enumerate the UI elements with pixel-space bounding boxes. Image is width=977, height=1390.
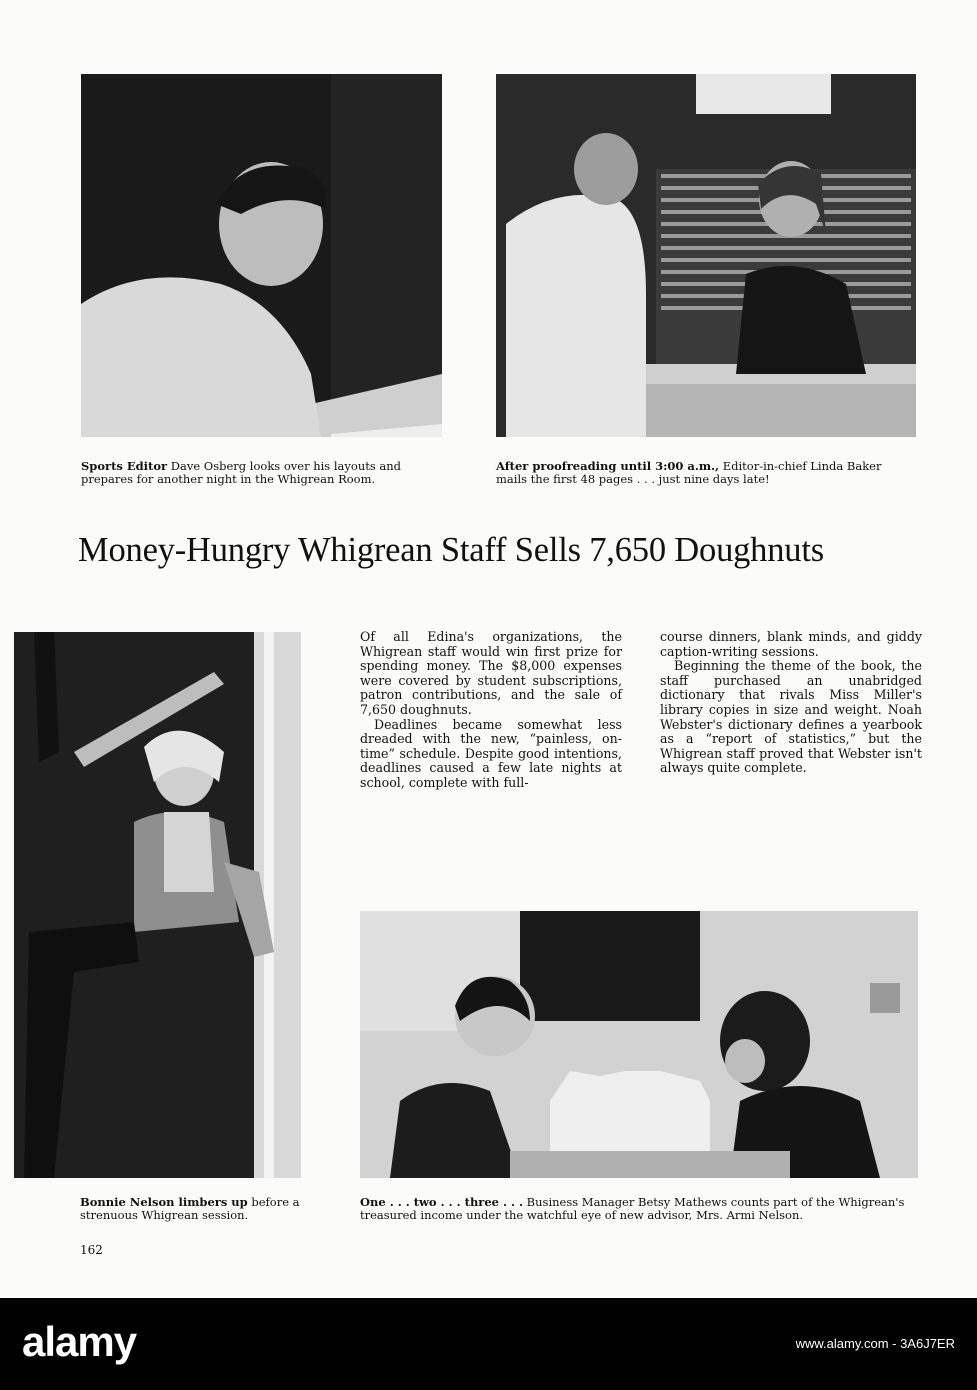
article-paragraph: Of all Edina's organizations, the Whigrean staff would win first prize for spending money. The $8,000 expenses were covered by student subscriptions, patron contributions, and the sale of 7,650 doughnuts. <box>360 629 622 717</box>
caption-bonnie-nelson <box>80 1196 320 1222</box>
page-title: Money-Hungry Whigrean Staff Sells 7,650 Doughnuts <box>78 531 824 569</box>
image-id-text: www.alamy.com - 3A6J7ER <box>795 1336 955 1351</box>
photo-bonnie-nelson <box>14 632 301 1178</box>
article-paragraph: course dinners, blank minds, and giddy caption-writing sessions. <box>660 629 922 659</box>
article-paragraph: Deadlines became somewhat less dreaded with the new, “painless, on-time” schedule. Despite good intentions, deadlines caused a few late nights at school, complete with full- <box>360 716 622 790</box>
caption-editor-in-chief <box>496 460 916 486</box>
photo-editor-in-chief <box>496 74 916 437</box>
caption-bold: One . . . two . . . three . . . <box>360 1195 524 1209</box>
caption-text: Business Manager Betsy Mathews counts part of the Whigrean's treasured income under the watchful eye of new advisor, Mrs. Armi Nelson. <box>360 1195 905 1222</box>
article-column-1 <box>360 630 622 791</box>
caption-business-manager <box>360 1196 920 1222</box>
watermark-footer <box>0 1298 977 1390</box>
article-column-2 <box>660 630 922 776</box>
photo-sports-editor <box>81 74 442 437</box>
alamy-logo: alamy <box>22 1318 137 1365</box>
photo-business-manager <box>360 911 918 1178</box>
page-number: 162 <box>80 1243 103 1257</box>
article-paragraph: Beginning the theme of the book, the staff purchased an unabridged dictionary that rivals Miss Miller's library copies in size and weight. Noah Webster's dictionary defines a yearbook as a “report of statistics,” but the Whigrean staff proved that Webster isn't always quite complete. <box>660 658 922 776</box>
caption-bold: After proofreading until 3:00 a.m., <box>496 459 720 473</box>
caption-text: Editor-in-chief Linda Baker mails the first 48 pages . . . just nine days late! <box>496 459 882 486</box>
caption-bold: Bonnie Nelson limbers up <box>80 1195 248 1209</box>
caption-text: Dave Osberg looks over his layouts and prepares for another night in the Whigrean Room. <box>81 459 402 486</box>
caption-sports-editor <box>81 460 446 486</box>
caption-bold: Sports Editor <box>81 459 168 473</box>
caption-text: before a strenuous Whigrean session. <box>80 1195 300 1222</box>
